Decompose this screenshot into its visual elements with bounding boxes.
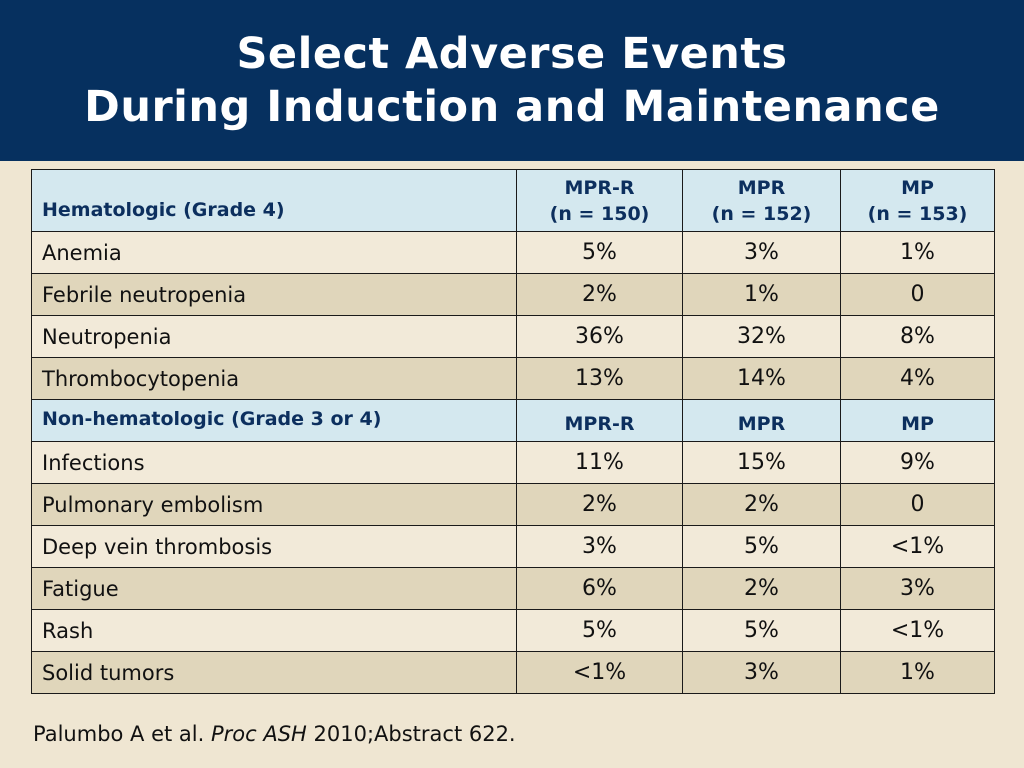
table-row [32,442,995,484]
value-mp: 1% [841,652,995,694]
value-mpr-r: 6% [517,568,683,610]
value-mpr-r: 3% [517,526,683,568]
event-name: Rash [32,610,517,652]
event-name: Pulmonary embolism [32,484,517,526]
page-title-line-2: During Induction and Maintenance [84,81,940,132]
col-header-name: MPR-R [564,176,635,199]
value-mpr-r: <1% [517,652,683,694]
value-mpr-r: 13% [517,358,683,400]
citation-authors: Palumbo A et al. [33,722,211,746]
col-header-n: (n = 153) [867,202,968,225]
col-header-name: MP [901,176,934,199]
event-name: Anemia [32,232,517,274]
value-mpr-r: 11% [517,442,683,484]
col-header-mpr [683,170,841,232]
value-mp: 8% [841,316,995,358]
value-mp: 0 [841,274,995,316]
value-mp: <1% [841,610,995,652]
value-mp: 1% [841,232,995,274]
value-mpr: 5% [683,610,841,652]
event-name: Thrombocytopenia [32,358,517,400]
value-mpr-r: 5% [517,232,683,274]
value-mpr: 3% [683,652,841,694]
event-name: Deep vein thrombosis [32,526,517,568]
value-mp: 3% [841,568,995,610]
value-mpr-r: 2% [517,274,683,316]
value-mpr: 2% [683,484,841,526]
event-name: Febrile neutropenia [32,274,517,316]
value-mp: 4% [841,358,995,400]
value-mpr-r: 36% [517,316,683,358]
hematologic-header-row [32,170,995,232]
adverse-events-table [31,169,995,694]
table-row [32,526,995,568]
event-name: Infections [32,442,517,484]
col-header-mp: MP [841,400,995,442]
value-mpr: 32% [683,316,841,358]
col-header-n: (n = 150) [549,202,650,225]
event-name: Solid tumors [32,652,517,694]
value-mp: <1% [841,526,995,568]
value-mpr: 14% [683,358,841,400]
table-row [32,232,995,274]
value-mpr-r: 5% [517,610,683,652]
table-row [32,610,995,652]
table-row [32,652,995,694]
value-mpr: 15% [683,442,841,484]
value-mpr: 1% [683,274,841,316]
value-mpr-r: 2% [517,484,683,526]
table-row [32,316,995,358]
col-header-mpr: MPR [683,400,841,442]
value-mpr: 3% [683,232,841,274]
col-header-n: (n = 152) [711,202,812,225]
table-row [32,274,995,316]
citation-footnote [33,722,516,746]
event-name: Fatigue [32,568,517,610]
page-title-line-1: Select Adverse Events [236,28,788,79]
table-row [32,568,995,610]
value-mpr: 2% [683,568,841,610]
title-bar [0,0,1024,161]
nonhematologic-header-label: Non-hematologic (Grade 3 or 4) [32,400,517,442]
value-mpr: 5% [683,526,841,568]
citation-details: 2010;Abstract 622. [306,722,516,746]
nonhematologic-header-row [32,400,995,442]
value-mp: 0 [841,484,995,526]
citation-journal: Proc ASH [210,722,307,746]
hematologic-header-label: Hematologic (Grade 4) [32,170,517,232]
value-mp: 9% [841,442,995,484]
col-header-mp [841,170,995,232]
col-header-name: MPR [737,176,786,199]
col-header-mpr-r: MPR-R [517,400,683,442]
col-header-mpr-r [517,170,683,232]
table-row [32,358,995,400]
event-name: Neutropenia [32,316,517,358]
table-row [32,484,995,526]
